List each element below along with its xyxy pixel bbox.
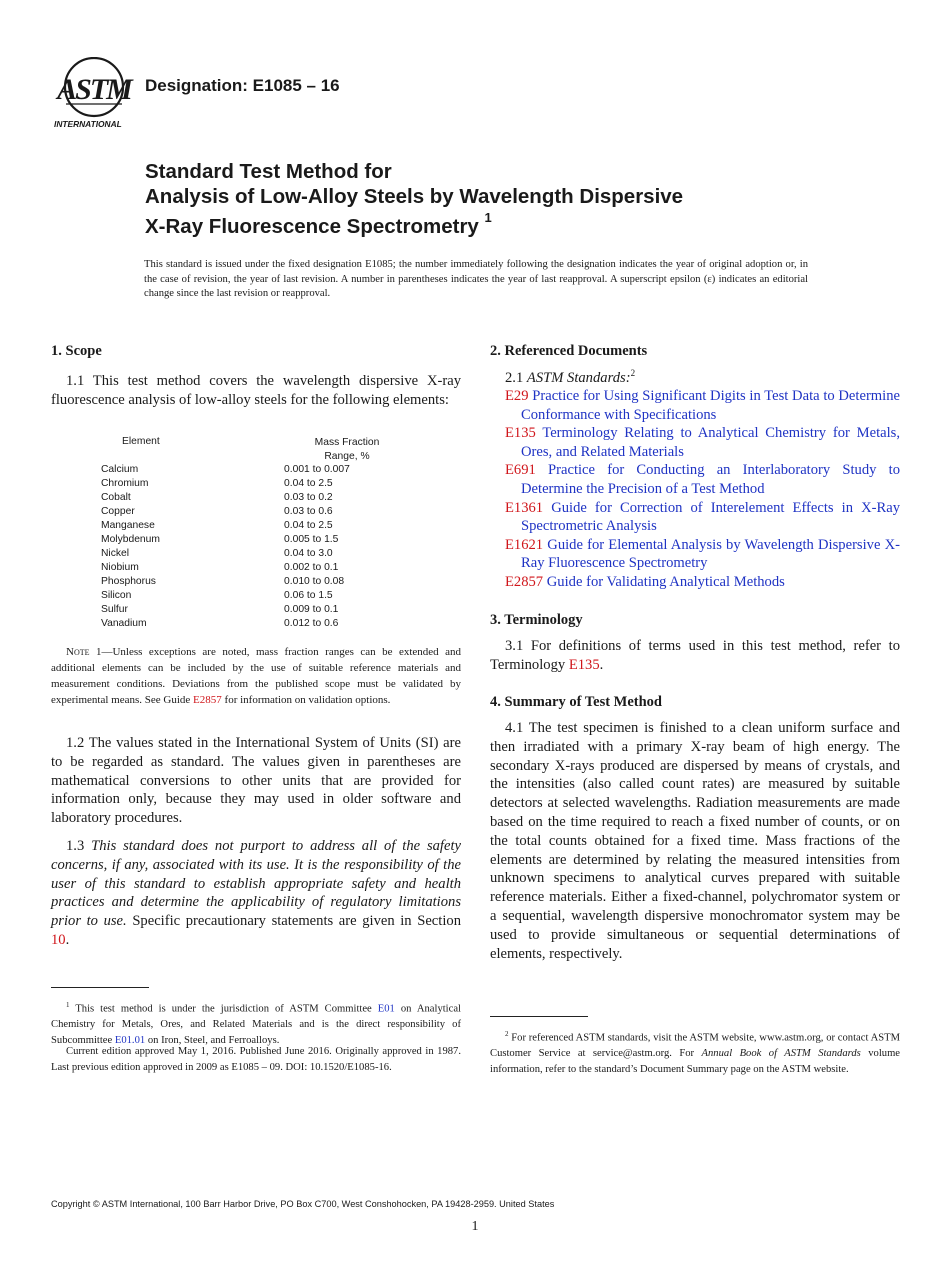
- title-line-2: Analysis of Low-Alloy Steels by Wavelength Dispersive: [145, 184, 684, 208]
- reference-title-link[interactable]: Guide for Elemental Analysis by Wavelength Dispersive X-Ray Fluorescence Spectrometry: [521, 536, 900, 572]
- table-header-element: Element: [122, 436, 160, 447]
- reference-item: [490, 461, 900, 498]
- element-name: Nickel: [101, 548, 130, 559]
- element-range: 0.012 to 0.6: [284, 618, 339, 629]
- table-header-range: Mass Fraction Range, %: [314, 437, 380, 462]
- reference-code-link[interactable]: E29: [505, 388, 529, 404]
- element-range: 0.009 to 0.1: [284, 604, 339, 615]
- element-name: Phosphorus: [101, 576, 156, 587]
- reference-item: [490, 573, 900, 592]
- astm-logo: [54, 57, 134, 132]
- astm-standards-label: 2.1 ASTM Standards:$^2$: [505, 368, 636, 386]
- element-name: Vanadium: [101, 618, 147, 629]
- table-row: [101, 576, 421, 590]
- section-3-heading: 3. Terminology: [490, 612, 583, 628]
- svg-text:ASTM: ASTM: [57, 73, 131, 106]
- table-row: [101, 562, 421, 576]
- element-range: 0.010 to 0.08: [284, 576, 345, 587]
- table-row: [101, 464, 421, 478]
- link-section-10[interactable]: 10: [51, 931, 66, 948]
- table-row: [101, 590, 421, 604]
- element-range: 0.002 to 0.1: [284, 562, 339, 573]
- reference-title-link[interactable]: Guide for Validating Analytical Methods: [546, 573, 785, 590]
- title-footnote-mark: 1: [484, 210, 492, 225]
- element-name: Cobalt: [101, 492, 131, 503]
- link-e01-01[interactable]: E01.01: [114, 1034, 146, 1046]
- section-1-heading: 1. Scope: [51, 343, 102, 359]
- reference-item: [490, 536, 900, 573]
- table-row: [101, 478, 421, 492]
- element-name: Manganese: [101, 520, 155, 531]
- reference-item: [490, 424, 900, 461]
- element-name: Silicon: [101, 590, 132, 601]
- element-range: 0.04 to 2.5: [284, 520, 333, 531]
- element-name: Molybdenum: [101, 534, 160, 545]
- element-name: Copper: [101, 506, 135, 517]
- table-row: [101, 506, 421, 520]
- reference-title-link[interactable]: Terminology Relating to Analytical Chemistry for Metals, Ores, and Related Materials: [521, 425, 900, 460]
- element-range: 0.04 to 2.5: [284, 478, 333, 489]
- element-name: Niobium: [101, 562, 139, 573]
- reference-title-link[interactable]: Guide for Correction of Interelement Effects in X-Ray Spectrometric Analysis: [521, 499, 900, 535]
- paragraph-3-1: 3.1 For definitions of terms used in this test method, refer to Terminology E135.: [490, 638, 900, 673]
- table-row: [101, 618, 421, 632]
- element-range: 0.06 to 1.5: [284, 590, 333, 601]
- table-row: [101, 492, 421, 506]
- table-row: [101, 604, 421, 618]
- paragraph-4-1: 4.1 The test specimen is finished to a clean uniform surface and then irradiated with a primary X-ray beam of high energy. The secondary X-rays produced are dispersed by means of crystals, and the intensities (also called count rates) are measured by suitable detectors at selected wavelengths. Radiation measurements are made based on the time required to reach a fixed number of counts, or on the total counts obtained for a fixed time. Mass fractions of the elements are determined by relating the measured intensities from unknown specimens to analytical curves prepared with suitable reference materials. Either a fixed-channel, polychromator system or a sequential, wavelength dispersive monochromator system may be used to provide simultaneous or sequential determinations of elements, respectively.: [490, 720, 900, 962]
- logo-international: INTERNATIONAL: [54, 119, 122, 129]
- element-range: 0.04 to 3.0: [284, 548, 333, 559]
- referenced-documents-list: [490, 387, 900, 592]
- issuance-statement: This standard is issued under the fixed designation E1085; the number immediately following the designation indicates the year of original adoption or, in the case of revision, the year of last revision. A number in parentheses indicates the year of last reapproval. A superscript epsilon (ε) indicates an editorial change since the last revision or reapproval.: [144, 259, 808, 299]
- link-e135-terminology[interactable]: E135: [568, 656, 600, 673]
- copyright: Copyright © ASTM International, 100 Barr Harbor Drive, PO Box C700, West Conshohocken, PA 19428-2959. United States: [51, 1199, 555, 1209]
- reference-code-link[interactable]: E135: [505, 425, 536, 442]
- reference-item: [490, 387, 900, 424]
- document-title: [145, 160, 683, 239]
- element-name: Calcium: [101, 464, 139, 475]
- link-e2857-note[interactable]: E2857: [193, 694, 222, 706]
- paragraph-1-2: 1.2 The values stated in the International System of Units (SI) are to be regarded as standard. The values given in parentheses are mathematical conversions to other units that are provided for information only, because they may used in older software and laboratory procedures.: [51, 735, 461, 827]
- note-label: Note 1: [66, 646, 102, 658]
- title-line-3: X-Ray Fluorescence Spectrometry $^1$: [145, 210, 492, 238]
- reference-code-link[interactable]: E691: [505, 462, 536, 479]
- reference-code-link[interactable]: E2857: [505, 573, 544, 590]
- reference-code-link[interactable]: E1361: [505, 499, 544, 516]
- footnote-rule-right: [490, 1016, 588, 1017]
- reference-item: [490, 499, 900, 536]
- footnote-rule-left: [51, 987, 149, 988]
- title-line-1: Standard Test Method for: [145, 160, 392, 183]
- link-e01[interactable]: E01: [377, 1003, 395, 1015]
- element-range: 0.005 to 1.5: [284, 534, 339, 545]
- element-name: Chromium: [101, 478, 149, 489]
- designation: Designation: E1085 – 16: [145, 76, 340, 95]
- paragraph-1-3: 1.3 This standard does not purport to address all of the safety concerns, if any, associated with its use. It is the responsibility of the user of this standard to establish appropriate safety and health practices and determine the applicability of regulatory limitations prior to use. Specific precautionary statements are given in Section 10.: [51, 838, 461, 948]
- table-row: [101, 534, 421, 548]
- footnote-2: $^2$ For referenced ASTM standards, visit the ASTM website, www.astm.org, or contact ASTM Customer Service at service@astm.org. For Annual Book of ASTM Standards volume information, refer to the standard’s Document Summary page on the ASTM website.: [490, 1030, 901, 1075]
- table-row: [101, 520, 421, 534]
- reference-title-link[interactable]: Practice for Using Significant Digits in Test Data to Determine Conformance with Specifications: [521, 388, 900, 423]
- paragraph-1-1: 1.1 This test method covers the wavelength dispersive X-ray fluorescence analysis of low-alloy steels for the following elements:: [51, 373, 461, 408]
- page-number: 1: [471, 1219, 479, 1234]
- reference-title-link[interactable]: Practice for Conducting an Interlaboratory Study to Determine the Precision of a Test Method: [521, 462, 900, 497]
- footnote-1: $^1$ This test method is under the jurisdiction of ASTM Committee E01 on Analytical Chemistry for Metals, Ores, and Related Materials and is the direct responsibility of Subcommittee E01.01 on Iron, Steel, and Ferroalloys.: [51, 1001, 461, 1046]
- note-1: Note 1—Unless exceptions are noted, mass fraction ranges can be extended and additional elements can be included by the use of suitable reference materials and measurement conditions. Deviations from the published scope must be validated by experimental means. See Guide E2857 for information on validation options.: [51, 646, 462, 706]
- reference-code-link[interactable]: E1621: [505, 536, 544, 553]
- element-range: 0.001 to 0.007: [284, 464, 350, 475]
- element-name: Sulfur: [101, 604, 128, 615]
- section-4-heading: 4. Summary of Test Method: [490, 694, 662, 710]
- element-range: 0.03 to 0.6: [284, 506, 333, 517]
- footnote-1-edition: Current edition approved May 1, 2016. Published June 2016. Originally approved in 1987. Last previous edition approved in 2009 as E1085 – 09. DOI: 10.1520/E1085-16.: [51, 1046, 461, 1073]
- element-range: 0.03 to 0.2: [284, 492, 333, 503]
- section-2-heading: 2. Referenced Documents: [490, 343, 648, 359]
- table-row: [101, 548, 421, 562]
